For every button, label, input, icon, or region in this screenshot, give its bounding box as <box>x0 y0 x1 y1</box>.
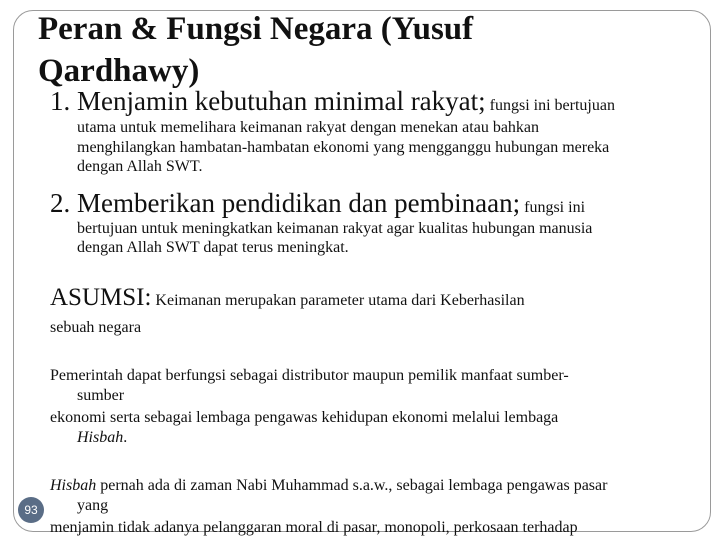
point-1-line-1: utama untuk memelihara keimanan rakyat dengan menekan atau bahkan <box>77 119 540 136</box>
slide-title: Peran & Fungsi Negara (Yusuf Qardhawy) <box>38 11 474 89</box>
point-2-line-1: bertujuan untuk meningkatkan keimanan rakyat agar kualitas hubungan manusia <box>77 220 593 237</box>
hisbah-term-1: Hisbah <box>77 429 124 446</box>
asumsi-text: Keimanan merupakan parameter utama dari Keberhasilan <box>155 292 525 309</box>
hisbah-term-2: Hisbah <box>50 477 97 494</box>
pemerintah-line-3: ekonomi serta sebagai lembaga pengawas kehidupan ekonomi melalui lembaga <box>50 409 559 426</box>
pemerintah-line-4-end: . <box>123 429 128 446</box>
point-1-heading: 1. Menjamin kebutuhan minimal rakyat; <box>50 86 486 116</box>
point-1-heading-line <box>50 86 615 116</box>
hisbah-line-1 <box>50 476 607 496</box>
point-2-heading: 2. Memberikan pendidikan dan pembinaan; <box>50 188 521 218</box>
asumsi-line <box>50 284 525 312</box>
pemerintah-line-4 <box>77 428 127 448</box>
point-2-line-2: dengan Allah SWT dapat terus meningkat. <box>77 239 349 256</box>
pemerintah-line-2: sumber <box>77 387 125 404</box>
point-1-line-2: menghilangkan hambatan-hambatan ekonomi yang mengganggu hubungan mereka <box>77 139 610 156</box>
point-2-heading-line <box>50 188 585 218</box>
asumsi-line-2: sebuah negara <box>50 319 142 336</box>
hisbah-line-3: menjamin tidak adanya pelanggaran moral di pasar, monopoli, perkosaan terhadap <box>50 519 578 536</box>
hisbah-line-1-rest: pernah ada di zaman Nabi Muhammad s.a.w., sebagai lembaga pengawas pasar <box>96 477 608 494</box>
asumsi-label: ASUMSI: <box>50 284 152 311</box>
hisbah-line-2: yang <box>77 497 109 514</box>
point-1-lead: fungsi ini bertujuan <box>489 97 615 114</box>
pemerintah-line-1: Pemerintah dapat berfungsi sebagai distributor maupun pemilik manfaat sumber- <box>50 367 569 384</box>
point-1-line-3: dengan Allah SWT. <box>77 158 203 175</box>
point-2-lead: fungsi ini <box>524 199 586 216</box>
page-number-badge: 93 <box>18 497 44 523</box>
